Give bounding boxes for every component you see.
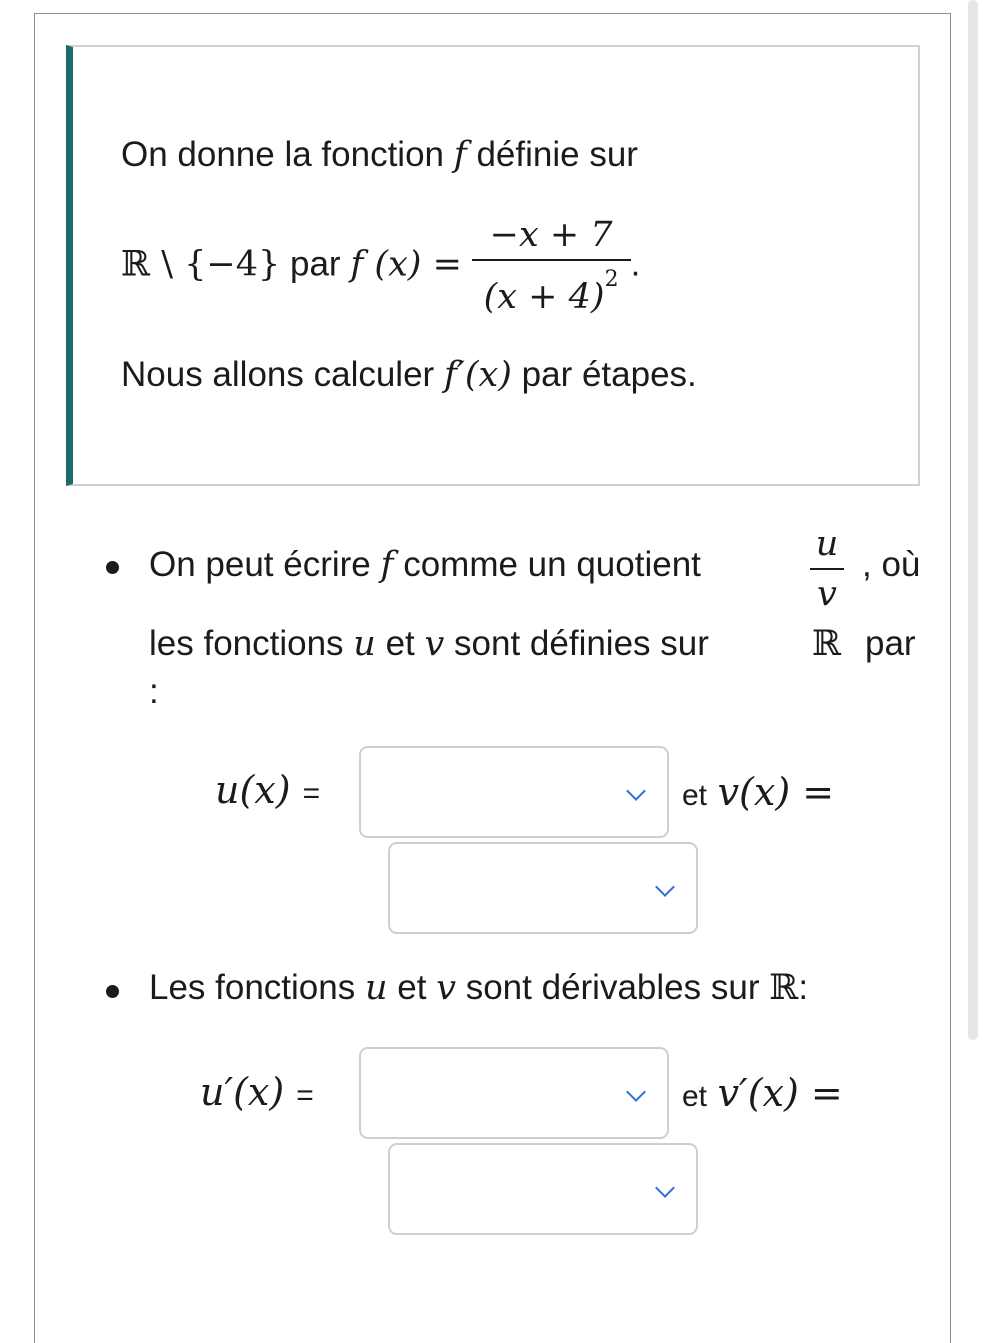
uprime-of-x-label: u′(x) =	[200, 1070, 314, 1114]
bullet2-line: Les fonctions u et v sont dérivables sur ℝ:	[149, 968, 809, 1008]
v-of-x-label: et v(x) =	[682, 770, 835, 814]
u-of-x-label: u(x) =	[215, 768, 321, 812]
chevron-down-icon	[626, 1082, 646, 1102]
bullet1-line1: On peut écrire f comme un quotient	[149, 545, 701, 585]
function-lhs: f (x) =	[350, 244, 462, 285]
quotient-bar	[810, 568, 844, 570]
chevron-down-icon	[655, 877, 675, 897]
derivative-notation: f′(x)	[443, 355, 512, 395]
u-select[interactable]	[359, 746, 669, 838]
bullet1-line2: les fonctions u et v sont définies sur	[149, 624, 709, 664]
bullet1-ou: , où	[862, 545, 921, 584]
bullet-dot	[106, 561, 119, 574]
exponent: 2	[604, 267, 619, 292]
uprime-select[interactable]	[359, 1047, 669, 1139]
domain-set: ℝ \ {−4}	[121, 244, 281, 285]
v-select[interactable]	[388, 842, 698, 934]
bullet1-colon: :	[149, 672, 159, 711]
bullet-dot	[106, 985, 119, 998]
statement-line-1: On donne la fonction f définie sur	[121, 135, 638, 175]
scrollbar[interactable]	[968, 0, 978, 1040]
bullet1-par: par	[865, 624, 916, 663]
chevron-down-icon	[626, 781, 646, 801]
vprime-select[interactable]	[388, 1143, 698, 1235]
quotient-fraction: u v	[810, 524, 844, 614]
statement-line-3: Nous allons calculer f′(x) par étapes.	[121, 355, 697, 395]
fraction-numerator: −x + 7	[489, 215, 613, 255]
reals-symbol: ℝ	[812, 624, 842, 664]
chevron-down-icon	[655, 1178, 675, 1198]
fraction-denominator: $(x + 4)^2$	[483, 267, 619, 317]
statement-box	[66, 45, 920, 486]
vprime-of-x-label: et v′(x) =	[682, 1071, 843, 1115]
function-fraction	[472, 215, 631, 317]
statement-line-2: ℝ \ {−4} par f (x) = $\frac{-x + 7}{(x + 4)^2}$ .	[121, 215, 641, 317]
